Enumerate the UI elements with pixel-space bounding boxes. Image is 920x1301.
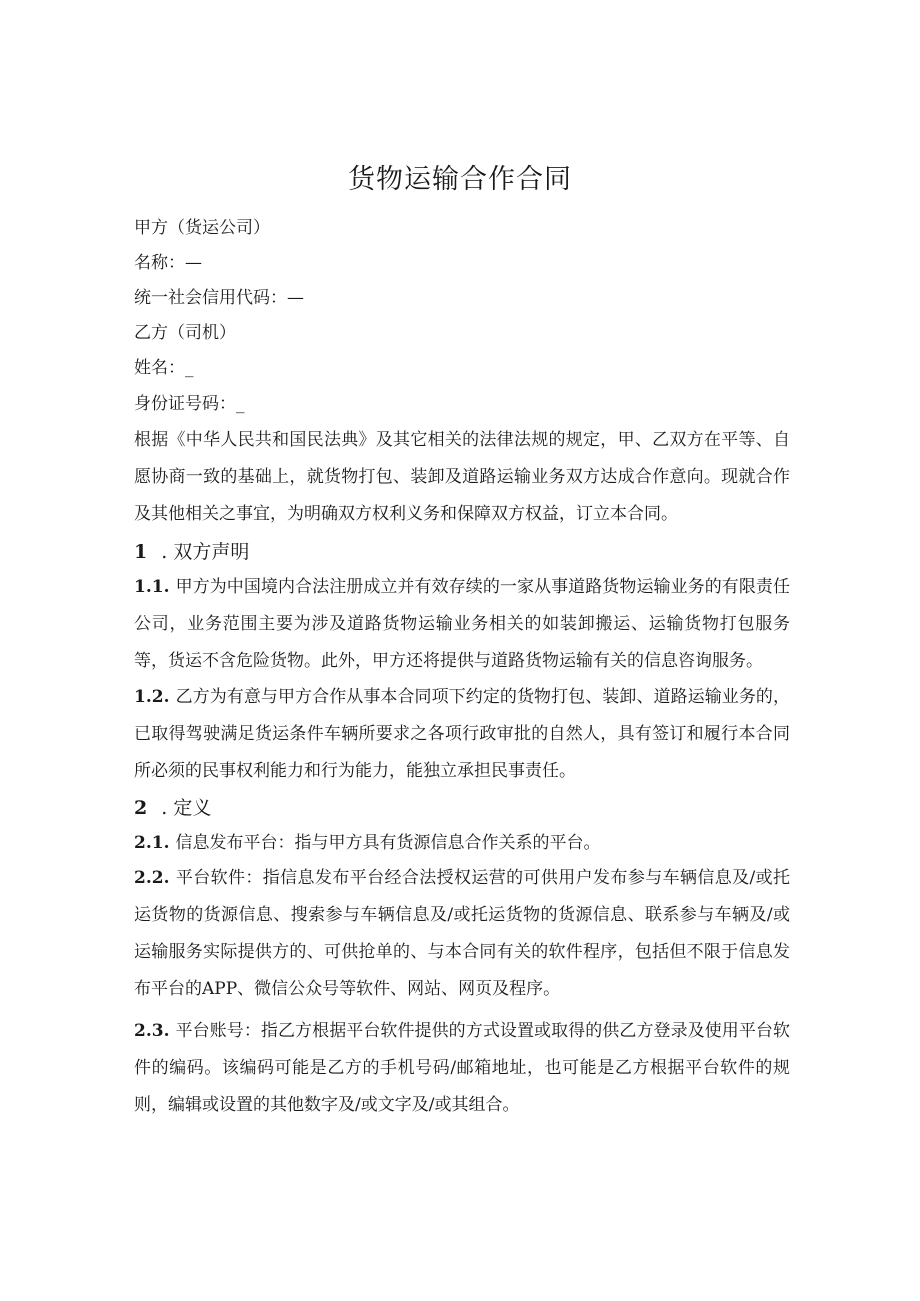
section-2-title: . 定义: [161, 797, 212, 819]
party-b-name: 姓名：_: [134, 358, 194, 378]
party-b-id-number: 身份证号码：_: [134, 394, 245, 414]
clause-number: 2.3.: [134, 1021, 170, 1041]
clause-number: 2.1.: [134, 833, 170, 853]
clause-2-3: [134, 1013, 790, 1124]
clause-number: 2.2.: [134, 868, 170, 888]
clause-text: 平台账号：指乙方根据平台软件提供的方式设置或取得的供乙方登录及使用平台软件的编码。该编码可能是乙方的手机号码/邮箱地址，也可能是乙方根据平台软件的规则，编辑或设置的其他数字及/或文字及/或其组合。: [134, 1021, 790, 1115]
clause-text: 甲方为中国境内合法注册成立并有效存续的一家从事道路货物运输业务的有限责任公司，业务范围主要为涉及道路货物运输业务相关的如装卸搬运、运输货物打包服务等，货运不含危险货物。此外，甲方还将提供与道路货物运输有关的信息咨询服务。: [134, 577, 790, 671]
section-1-title: . 双方声明: [161, 541, 250, 563]
section-1-number: 1: [134, 541, 148, 563]
section-1-heading: [134, 537, 249, 567]
preamble-paragraph: 根据《中华人民共和国民法典》及其它相关的法律法规的规定，甲、乙双方在平等、自愿协商一致的基础上，就货物打包、装卸及道路运输业务双方达成合作意向。现就合作及其他相关之事宜，为明确双方权利义务和保障双方权益，订立本合同。: [134, 430, 790, 524]
clause-text: 乙方为有意与甲方合作从事本合同项下约定的货物打包、装卸、道路运输业务的，已取得驾驶满足货运条件车辆所要求之各项行政审批的自然人，具有签订和履行本合同所必须的民事权利能力和行为能力，能独立承担民事责任。: [134, 687, 790, 781]
page-title: 货物运输合作合同: [348, 164, 572, 195]
party-b-heading: 乙方（司机）: [134, 323, 236, 343]
clause-number: 1.1.: [134, 577, 170, 597]
section-2-heading: [134, 793, 211, 823]
clause-number: 1.2.: [134, 687, 170, 707]
clause-1-1: [134, 569, 790, 680]
party-a-heading: 甲方（货运公司）: [134, 218, 270, 238]
party-a-credit-code: 统一社会信用代码：—: [134, 288, 304, 308]
clause-text: 平台软件：指信息发布平台经合法授权运营的可供用户发布参与车辆信息及/或托运货物的货源信息、搜索参与车辆信息及/或托运货物的货源信息、联系参与车辆及/或运输服务实际提供方的、可供抢单的、与本合同有关的软件程序，包括但不限于信息发布平台的APP、微信公众号等软件、网站、网页及程序。: [134, 868, 790, 999]
clause-1-2: [134, 679, 790, 790]
section-2-number: 2: [134, 797, 148, 819]
clause-text: 信息发布平台：指与甲方具有货源信息合作关系的平台。: [175, 833, 601, 853]
party-a-name: 名称：—: [134, 253, 202, 273]
clause-2-1: [134, 825, 790, 862]
clause-2-2: [134, 860, 790, 1008]
